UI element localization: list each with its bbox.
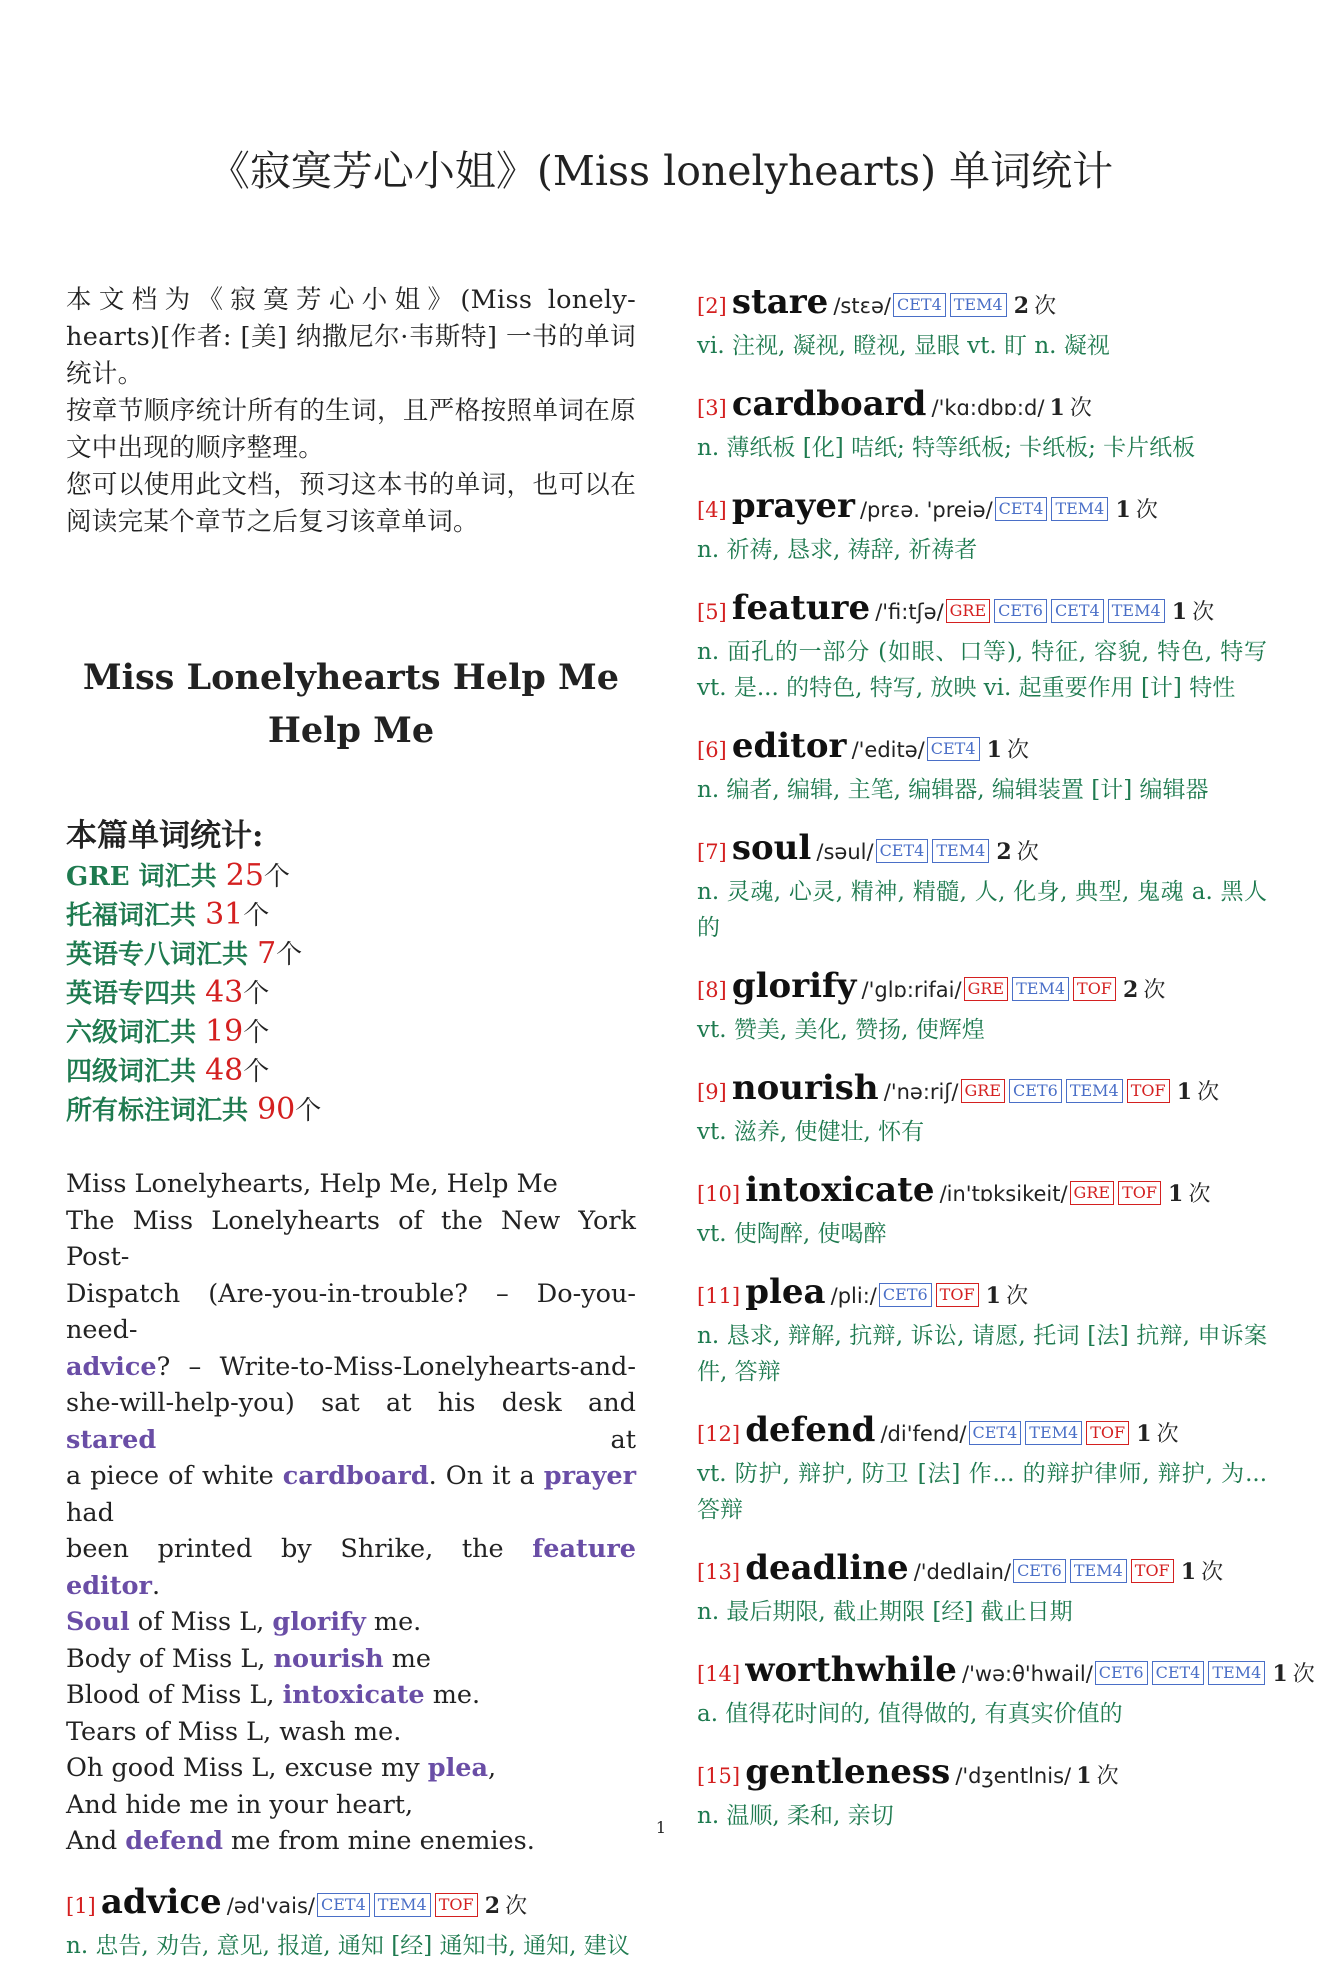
stat-count: 48 bbox=[205, 1053, 244, 1088]
level-badge: CET4 bbox=[876, 839, 929, 863]
highlighted-word: advice bbox=[66, 1351, 157, 1382]
passage-segment: me from mine enemies. bbox=[222, 1826, 535, 1856]
word-entry bbox=[66, 1882, 636, 1964]
level-badge: TEM4 bbox=[374, 1893, 431, 1917]
stat-label: 英语专四共 bbox=[66, 979, 206, 1009]
level-badge: CET6 bbox=[1095, 1661, 1148, 1685]
passage-segment: of Miss L, bbox=[129, 1607, 273, 1637]
stat-unit: 个 bbox=[243, 979, 270, 1009]
passage-segment: Oh good Miss L, excuse my bbox=[66, 1753, 428, 1783]
passage-segment: Miss Lonelyhearts, Help Me, Help Me bbox=[66, 1169, 558, 1199]
entry-phonetic: /'fi:tʃə/ bbox=[875, 600, 944, 624]
stat-count: 25 bbox=[225, 858, 264, 893]
level-badge: GRE bbox=[964, 977, 1009, 1001]
word-entry-header bbox=[697, 1548, 1267, 1594]
passage-segment: ? – Write-to-Miss-Lonelyhearts-and- bbox=[156, 1351, 636, 1382]
entry-phonetic: /'glɒ:rifai/ bbox=[861, 978, 962, 1002]
level-badge: GRE bbox=[1070, 1181, 1115, 1205]
entry-definition: n. 灵魂, 心灵, 精神, 精髓, 人, 化身, 典型, 鬼魂 a. 黑人的 bbox=[697, 879, 1267, 941]
stat-label: 英语专八词汇共 bbox=[66, 940, 258, 970]
entry-headword: cardboard bbox=[731, 384, 927, 424]
entry-index: [12] bbox=[697, 1422, 741, 1446]
level-badge: TOF bbox=[1131, 1559, 1174, 1583]
word-entry bbox=[697, 966, 1267, 1048]
entry-headword: editor bbox=[731, 726, 847, 766]
level-badge: CET6 bbox=[994, 599, 1047, 623]
level-badge: TEM4 bbox=[1051, 497, 1108, 521]
entry-index: [11] bbox=[697, 1284, 741, 1308]
passage-segment: Blood of Miss L, bbox=[66, 1680, 283, 1710]
stat-line bbox=[66, 974, 636, 1013]
passage-segment: . On it a bbox=[428, 1461, 544, 1491]
entry-index: [6] bbox=[697, 738, 727, 762]
word-entry-header bbox=[697, 828, 1267, 874]
entry-index: [15] bbox=[697, 1764, 741, 1788]
intro-paragraph: 按章节顺序统计所有的生词，且严格按照单词在原文中出现的顺序整理。 bbox=[66, 396, 636, 463]
left-column bbox=[66, 282, 636, 1984]
entry-headword: feature bbox=[731, 588, 871, 628]
entry-count: 1 bbox=[1168, 1181, 1184, 1207]
entry-phonetic: /'nə:riʃ/ bbox=[883, 1080, 959, 1104]
entry-phonetic: /prɛə. 'preiə/ bbox=[859, 498, 993, 522]
stat-line bbox=[66, 1052, 636, 1091]
level-badge: GRE bbox=[961, 1079, 1006, 1103]
entry-definition: vt. 防护, 辩护, 防卫 [法] 作... 的辩护律师, 辩护, 为... 答辩 bbox=[697, 1461, 1267, 1523]
word-entry bbox=[697, 726, 1267, 808]
entry-headword: soul bbox=[731, 828, 812, 868]
entry-count-unit: 次 bbox=[1143, 978, 1166, 1003]
level-badge: CET4 bbox=[927, 737, 980, 761]
entry-count: 1 bbox=[1171, 599, 1188, 625]
entry-index: [8] bbox=[697, 978, 727, 1002]
entry-headword: intoxicate bbox=[745, 1170, 935, 1210]
entry-count: 2 bbox=[1013, 293, 1030, 319]
entry-count: 1 bbox=[986, 737, 1002, 763]
entry-index: [4] bbox=[697, 498, 727, 522]
highlighted-word: defend bbox=[125, 1826, 223, 1856]
word-entry-header bbox=[697, 1650, 1315, 1696]
entry-count: 2 bbox=[1123, 977, 1139, 1003]
entry-phonetic: /in'tɒksikeit/ bbox=[939, 1182, 1068, 1206]
word-entry-header bbox=[697, 1752, 1267, 1798]
stat-count: 31 bbox=[205, 897, 244, 932]
entry-definition: n. 最后期限, 截止期限 [经] 截止日期 bbox=[697, 1599, 1073, 1625]
word-entry bbox=[697, 1650, 1315, 1732]
highlighted-word: Soul bbox=[66, 1607, 130, 1637]
entry-headword: deadline bbox=[745, 1548, 909, 1588]
entry-count: 1 bbox=[985, 1283, 1001, 1309]
entry-definition: n. 恳求, 辩解, 抗辩, 诉讼, 请愿, 托词 [法] 抗辩, 申诉案件, 答辩 bbox=[697, 1323, 1267, 1385]
level-badge: CET6 bbox=[1009, 1079, 1062, 1103]
entry-headword: glorify bbox=[731, 966, 857, 1006]
stat-line bbox=[66, 1091, 636, 1130]
entry-count-unit: 次 bbox=[1192, 600, 1215, 625]
level-badge: TEM4 bbox=[1208, 1661, 1265, 1685]
entry-count-unit: 次 bbox=[1007, 738, 1030, 763]
level-badge: TEM4 bbox=[1066, 1079, 1123, 1103]
passage-line bbox=[66, 1641, 636, 1678]
entry-definition: a. 值得花时间的, 值得做的, 有真实价值的 bbox=[697, 1701, 1123, 1727]
level-badge: TEM4 bbox=[932, 839, 989, 863]
entry-definition: vt. 赞美, 美化, 赞扬, 使辉煌 bbox=[697, 1017, 985, 1043]
level-badge: TEM4 bbox=[1070, 1559, 1127, 1583]
page-number: 1 bbox=[655, 1818, 667, 1837]
entry-index: [2] bbox=[697, 294, 727, 318]
word-entry-header bbox=[66, 1882, 636, 1928]
stat-unit: 个 bbox=[295, 1096, 322, 1126]
word-entry bbox=[697, 1068, 1267, 1150]
level-badge: TOF bbox=[1118, 1181, 1161, 1205]
entry-count: 1 bbox=[1049, 395, 1065, 421]
level-badge: TOF bbox=[936, 1283, 979, 1307]
passage-line bbox=[66, 1604, 636, 1641]
entry-count-unit: 次 bbox=[1096, 1764, 1119, 1789]
entry-definition: n. 祈祷, 恳求, 祷辞, 祈祷者 bbox=[697, 537, 978, 563]
chapter-title: Miss Lonelyhearts Help Me Help Me bbox=[82, 657, 620, 751]
entry-headword: advice bbox=[100, 1881, 222, 1922]
entry-definition: n. 忠告, 劝告, 意见, 报道, 通知 [经] 通知书, 通知, 建议 bbox=[66, 1932, 630, 1959]
level-badge: GRE bbox=[946, 599, 991, 623]
passage-line bbox=[66, 1203, 636, 1276]
stat-unit: 个 bbox=[243, 1018, 270, 1048]
word-entry-header bbox=[697, 384, 1267, 430]
entry-count-unit: 次 bbox=[505, 1893, 528, 1919]
entry-phonetic: /di'fend/ bbox=[880, 1422, 967, 1446]
entry-definition: n. 温顺, 柔和, 亲切 bbox=[697, 1803, 894, 1829]
entry-index: [13] bbox=[697, 1560, 741, 1584]
stat-count: 19 bbox=[205, 1014, 244, 1049]
passage-line bbox=[66, 1349, 636, 1386]
highlighted-word: nourish bbox=[273, 1643, 384, 1674]
word-entry-header bbox=[697, 726, 1267, 772]
entry-count: 1 bbox=[1176, 1079, 1193, 1105]
entry-count: 2 bbox=[996, 839, 1012, 865]
entry-count-unit: 次 bbox=[1292, 1662, 1315, 1687]
passage-segment: me. bbox=[365, 1607, 422, 1637]
word-entry-header bbox=[697, 1272, 1267, 1318]
level-badge: TEM4 bbox=[1025, 1421, 1082, 1445]
entry-count: 1 bbox=[1180, 1559, 1197, 1585]
entry-phonetic: /'wə:θ'hwail/ bbox=[962, 1662, 1093, 1686]
entry-index: [14] bbox=[697, 1662, 741, 1686]
word-entry bbox=[697, 1170, 1267, 1252]
passage-line bbox=[66, 1276, 636, 1349]
entry-count-unit: 次 bbox=[1201, 1560, 1224, 1585]
entry-headword: worthwhile bbox=[745, 1650, 957, 1690]
entry-count: 1 bbox=[1136, 1421, 1152, 1447]
stat-unit: 个 bbox=[243, 901, 270, 931]
entry-phonetic: /stɛə/ bbox=[833, 294, 891, 318]
entry-count: 1 bbox=[1115, 497, 1131, 523]
entry-index: [10] bbox=[697, 1182, 741, 1206]
level-badge: TEM4 bbox=[950, 293, 1007, 317]
entry-phonetic: /'dedlain/ bbox=[913, 1560, 1012, 1584]
passage-segment: Dispatch (Are-you-in-trouble? – Do-you-need- bbox=[66, 1278, 636, 1345]
word-entry bbox=[697, 1548, 1267, 1630]
passage-line bbox=[66, 1458, 636, 1531]
word-entry bbox=[697, 1410, 1267, 1528]
passage-text bbox=[66, 1166, 636, 1860]
level-badge: TOF bbox=[435, 1893, 478, 1917]
passage-segment: Body of Miss L, bbox=[66, 1643, 274, 1674]
entry-count-unit: 次 bbox=[1135, 498, 1158, 523]
entry-count: 1 bbox=[1272, 1661, 1288, 1687]
word-entry-header bbox=[697, 486, 1267, 532]
passage-segment: she-will-help-you) sat at his desk and bbox=[66, 1388, 636, 1418]
entry-headword: plea bbox=[745, 1272, 826, 1312]
word-entry bbox=[697, 588, 1267, 706]
entry-definition: vt. 使陶醉, 使喝醉 bbox=[697, 1221, 887, 1247]
passage-segment: me. bbox=[424, 1680, 481, 1710]
stats-list bbox=[66, 857, 636, 1130]
entry-index: [5] bbox=[697, 600, 727, 624]
passage-line bbox=[66, 1531, 636, 1604]
passage-segment: , bbox=[488, 1753, 497, 1783]
passage-line bbox=[66, 1677, 636, 1714]
level-badge: CET4 bbox=[995, 497, 1048, 521]
passage-segment: And bbox=[66, 1826, 126, 1856]
stat-unit: 个 bbox=[243, 1057, 270, 1087]
entry-headword: defend bbox=[745, 1410, 876, 1450]
highlighted-word: intoxicate bbox=[282, 1680, 425, 1710]
entry-count: 1 bbox=[1076, 1763, 1092, 1789]
level-badge: TOF bbox=[1127, 1079, 1170, 1103]
level-badge: CET4 bbox=[1051, 599, 1104, 623]
level-badge: CET4 bbox=[893, 293, 946, 317]
entry-phonetic: /əd'vais/ bbox=[226, 1893, 315, 1918]
entry-index: [3] bbox=[697, 396, 727, 420]
word-entry-header bbox=[697, 1410, 1267, 1456]
entry-phonetic: /səul/ bbox=[816, 840, 874, 864]
level-badge: CET4 bbox=[969, 1421, 1022, 1445]
highlighted-word: cardboard bbox=[282, 1461, 429, 1491]
level-badge: CET4 bbox=[1152, 1661, 1205, 1685]
stat-label: 所有标注词汇共 bbox=[66, 1096, 258, 1126]
stat-label: GRE 词汇共 bbox=[66, 862, 226, 892]
entry-phonetic: /'kɑ:dbɒ:d/ bbox=[931, 396, 1045, 420]
highlighted-word: prayer bbox=[543, 1461, 637, 1491]
entry-definition: n. 面孔的一部分 (如眼、口等), 特征, 容貌, 特色, 特写 vt. 是... 的特色, 特写, 放映 vi. 起重要作用 [计] 特性 bbox=[697, 639, 1267, 701]
word-entry-header bbox=[697, 1068, 1267, 1114]
stat-line bbox=[66, 1013, 636, 1052]
passage-segment: The Miss Lonelyhearts of the New York Post- bbox=[66, 1205, 636, 1272]
stat-label: 四级词汇共 bbox=[66, 1057, 206, 1087]
entry-count-unit: 次 bbox=[1006, 1284, 1029, 1309]
word-entry-header bbox=[697, 282, 1267, 328]
word-entry bbox=[697, 828, 1267, 946]
entry-count-unit: 次 bbox=[1016, 840, 1039, 865]
level-badge: CET4 bbox=[317, 1893, 370, 1917]
highlighted-word: plea bbox=[427, 1753, 488, 1783]
stat-label: 托福词汇共 bbox=[66, 901, 206, 931]
word-entry bbox=[697, 1272, 1267, 1390]
level-badge: CET6 bbox=[1013, 1559, 1066, 1583]
stat-unit: 个 bbox=[276, 940, 303, 970]
stat-line bbox=[66, 935, 636, 974]
entry-count-unit: 次 bbox=[1156, 1422, 1179, 1447]
word-entry-header bbox=[697, 1170, 1267, 1216]
entry-definition: n. 薄纸板 [化] 咭纸; 特等纸板; 卡纸板; 卡片纸板 bbox=[697, 435, 1196, 461]
stats-title: 本篇单词统计: bbox=[66, 818, 264, 854]
highlighted-word: glorify bbox=[272, 1607, 366, 1637]
entry-definition: vi. 注视, 凝视, 瞪视, 显眼 vt. 盯 n. 凝视 bbox=[697, 333, 1110, 359]
entry-definition: vt. 滋养, 使健壮, 怀有 bbox=[697, 1119, 925, 1145]
word-entry-header bbox=[697, 588, 1267, 634]
passage-segment: . bbox=[151, 1570, 161, 1601]
level-badge: TOF bbox=[1073, 977, 1116, 1001]
entry-headword: stare bbox=[731, 282, 829, 322]
entry-headword: gentleness bbox=[745, 1752, 951, 1792]
stat-line bbox=[66, 896, 636, 935]
passage-segment: had bbox=[66, 1497, 114, 1528]
passage-segment: And hide me in your heart, bbox=[66, 1789, 414, 1820]
passage-line bbox=[66, 1385, 636, 1458]
intro-paragraph: 您可以使用此文档，预习这本书的单词，也可以在阅读完某个章节之后复习该章单词。 bbox=[66, 470, 636, 537]
level-badge: TOF bbox=[1086, 1421, 1129, 1445]
stat-count: 90 bbox=[257, 1092, 296, 1127]
passage-segment: been printed by Shrike, the bbox=[66, 1534, 533, 1564]
passage-segment: at bbox=[156, 1424, 636, 1455]
word-entry bbox=[697, 384, 1267, 466]
intro-text bbox=[66, 282, 636, 541]
stat-count: 43 bbox=[205, 975, 244, 1010]
entry-count-unit: 次 bbox=[1188, 1182, 1211, 1207]
highlighted-word: feature editor bbox=[66, 1534, 636, 1601]
entry-headword: nourish bbox=[731, 1068, 879, 1108]
stat-unit: 个 bbox=[263, 862, 290, 892]
passage-segment: Tears of Miss L, wash me. bbox=[66, 1716, 402, 1747]
passage-segment: a piece of white bbox=[66, 1461, 283, 1491]
stat-line bbox=[66, 857, 636, 896]
passage-segment: me bbox=[383, 1643, 432, 1674]
word-entry-header bbox=[697, 966, 1267, 1012]
passage-line bbox=[66, 1166, 636, 1203]
intro-paragraph: 本文档为《寂寞芳心小姐》(Miss lonely-hearts)[作者: [美] 纳撒尼尔·韦斯特] 一书的单词统计。 bbox=[66, 285, 636, 389]
word-entry bbox=[697, 282, 1267, 364]
entry-phonetic: /'dʒentlnis/ bbox=[955, 1764, 1072, 1788]
level-badge: CET6 bbox=[879, 1283, 932, 1307]
entry-count-unit: 次 bbox=[1034, 294, 1057, 319]
entry-definition: n. 编者, 编辑, 主笔, 编辑器, 编辑装置 [计] 编辑器 bbox=[697, 777, 1209, 803]
word-entry-list-right bbox=[697, 282, 1315, 1854]
word-entry bbox=[697, 486, 1267, 568]
entry-count: 2 bbox=[484, 1892, 500, 1919]
level-badge: TEM4 bbox=[1108, 599, 1165, 623]
stat-count: 7 bbox=[257, 936, 277, 971]
passage-line bbox=[66, 1750, 636, 1787]
entry-count-unit: 次 bbox=[1069, 396, 1092, 421]
entry-index: [1] bbox=[66, 1893, 96, 1918]
document-title: 《寂寞芳心小姐》(Miss lonelyhearts) 单词统计 bbox=[208, 147, 1114, 195]
stat-label: 六级词汇共 bbox=[66, 1018, 206, 1048]
entry-index: [9] bbox=[697, 1080, 727, 1104]
entry-count-unit: 次 bbox=[1197, 1080, 1220, 1105]
entry-index: [7] bbox=[697, 840, 727, 864]
highlighted-word: stared bbox=[66, 1424, 157, 1455]
word-entry-list-left bbox=[66, 1882, 636, 1964]
entry-phonetic: /'editə/ bbox=[851, 738, 925, 762]
level-badge: TEM4 bbox=[1012, 977, 1069, 1001]
entry-phonetic: /pli:/ bbox=[830, 1284, 877, 1308]
passage-line bbox=[66, 1714, 636, 1751]
entry-headword: prayer bbox=[731, 486, 855, 526]
